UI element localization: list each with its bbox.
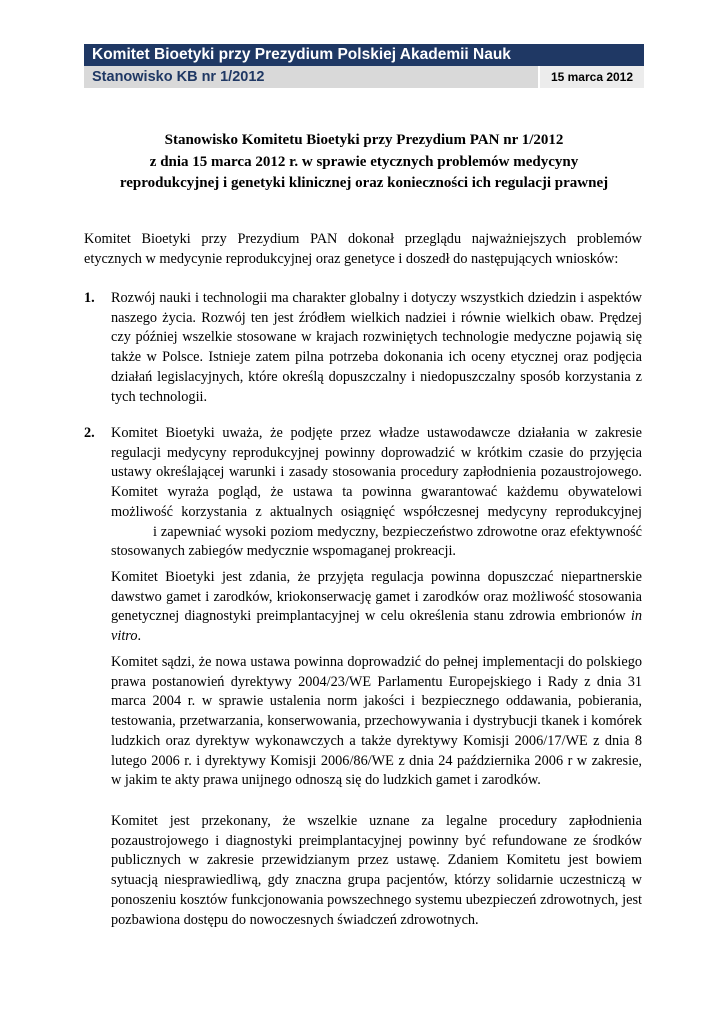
header-organization-bar	[84, 44, 644, 66]
list-item-2-text-part2: i zapewniać wysoki poziom medyczny, bezpieczeństwo zdrowotne oraz efektywność stosowanych zabiegów medycznie wspomaganej prokreacji.	[111, 523, 642, 560]
document-number: Stanowisko KB nr 1/2012	[92, 69, 265, 85]
paragraph-2-text: Komitet Bioetyki jest zdania, że przyjęta regulacja powinna dopuszczać niepartnerskie dawstwo gamet i zarodków, kriokonserwację gamet i zarodków oraz możliwość stosowania genetycznej diagnostyki preimplantacyjnej w celu określenia stanu zdrowia embrionów	[111, 569, 642, 625]
list-item-2-paragraph-4: Komitet jest przekonany, że wszelkie uznane za legalne procedury zapłodnienia pozaustrojowego i diagnostyki preimplantacyjnej powinny być refundowane ze środków publicznych w zakresie przewidzianym przez ustawę. Zdaniem Komitetu jest bowiem sytuacją niesprawiedliwą, gdy znaczna grupa pacjentów, którzy solidarnie uczestniczą w ponoszeniu kosztów funkcjonowania powszechnego systemu ubezpieczeń zdrowotnych, jest pozbawiona dostępu do nowoczesnych świadczeń zdrowotnych.	[111, 813, 642, 928]
list-item-2-number: 2.	[84, 425, 95, 441]
list-item-2-paragraph-2	[111, 568, 642, 647]
intro-paragraph: Komitet Bioetyki przy Prezydium PAN dokonał przeglądu najważniejszych problemów etycznych w medycynie reprodukcyjnej oraz genetyce i doszedł do następujących wniosków:	[84, 231, 642, 267]
list-item-1-number: 1.	[84, 290, 95, 306]
list-item-1-text: Rozwój nauki i technologii ma charakter globalny i dotyczy wszystkich dziedzin i aspektów naszego życia. Rozwój ten jest źródłem wielkich nadziei i równie wielkich obaw. Prędzej czy później wszelkie stosowane w krajach rozwiniętych technologie medyczne pojawią się także w Polsce. Istnieje zatem pilna potrzeba dokonania ich oceny etycznej oraz podjęcia działań legislacyjnych, które określą dopuszczalny i niedopuszczalny sposób korzystania z tych technologii.	[111, 290, 642, 405]
list-item-2-paragraph-3: Komitet sądzi, że nowa ustawa powinna doprowadzić do pełnej implementacji do polskiego prawa postanowień dyrektywy 2004/23/WE Parlamentu Europejskiego i Rady z dnia 31 marca 2004 r. w sprawie ustalenia norm jakości i bezpiecznego oddawania, pobierania, testowania, przetwarzania, konserwowania, przechowywania i dystrybucji tkanek i komórek ludzkich oraz dyrektyw wykonawczych a także dyrektywy Komisji 2006/17/WE z dnia 8 lutego 2006 r. i dyrektywy Komisji 2006/86/WE z dnia 24 października 2006 r w zakresie, w jakim te akty prawa unijnego odnoszą się do ludzkich gamet i zarodków.	[111, 654, 642, 789]
title-line-3: reprodukcyjnej i genetyki klinicznej oraz konieczności ich regulacji prawnej	[119, 175, 609, 191]
paragraph-2-end: .	[137, 628, 142, 645]
list-item-2-text-part1: Komitet Bioetyki uważa, że podjęte przez władze ustawodawcze działania w zakresie regulacji medycyny reprodukcyjnej powinny doprowadzić w krótkim czasie do przyjęcia ustawy określającej warunki i zasady stosowania procedury zapłodnienia pozaustrojowego. Komitet wyraża pogląd, że ustawa ta powinna gwarantować każdemu obywatelowi możliwość korzystania z aktualnych osiągnięć współczesnej medycyny reprodukcyjnej	[111, 425, 642, 520]
title-line-1: Stanowisko Komitetu Bioetyki przy Prezydium PAN nr 1/2012	[164, 132, 564, 148]
document-date: 15 marca 2012	[538, 66, 644, 88]
list-item-2-text	[111, 424, 642, 562]
document-title	[84, 130, 644, 195]
organization-name: Komitet Bioetyki przy Prezydium Polskiej Akademii Nauk	[92, 46, 511, 63]
header-subtitle-bar	[84, 66, 644, 88]
paragraph-2-italic: in vitro	[111, 608, 642, 645]
title-line-2: z dnia 15 marca 2012 r. w sprawie etycznych problemów medycyny	[149, 153, 579, 170]
